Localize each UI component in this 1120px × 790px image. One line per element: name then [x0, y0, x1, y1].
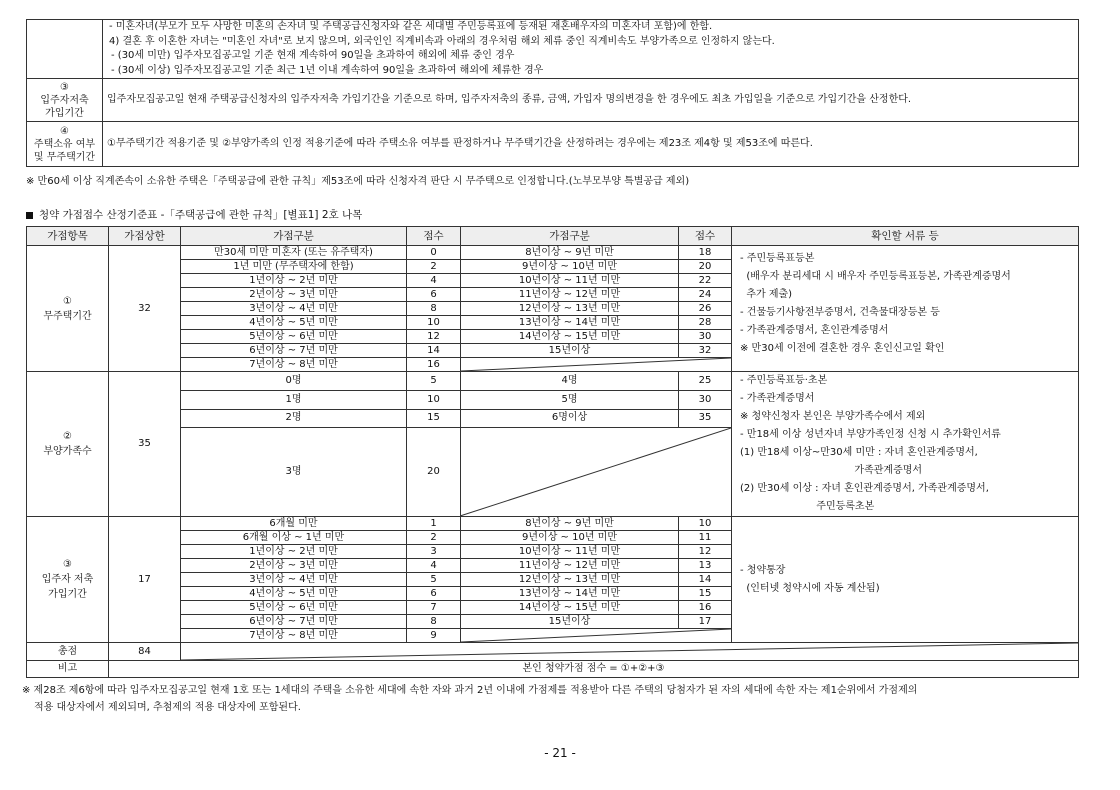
category-cell: 만30세 미만 미혼자 (또는 유주택자) — [181, 246, 407, 260]
table-row: ③ 입주자 저축 가입기간 17 6개월 미만 1 8년이상 ~ 9년 미만 10 - 청약통장 (인터넷 청약시에 자동 계산됨) — [27, 517, 1079, 531]
footnote: ※ 제28조 제6항에 따라 입주자모집공고일 현재 1호 또는 1세대의 주택을 소유한 세대에 속한 자와 과거 2년 이내에 가점제를 적용받아 다른 주택의 당첨자가 된 자의 세대에 속한 자는 제1순위에서 가점제의 적용 대상자에서 제외되며, 추첨제의 적용 대상자에 포함된다. — [22, 685, 918, 713]
table-row: 1명 10 5명 30 — [27, 390, 1079, 409]
header-points: 점수 — [679, 227, 732, 246]
empty-diagonal-cell — [461, 629, 732, 643]
item-label: 부양가족수 — [43, 446, 92, 457]
empty-diagonal-cell — [181, 643, 1079, 661]
score-criteria-table — [26, 226, 1079, 678]
table-row: 6년이상 ~ 7년 미만 8 15년이상 17 — [27, 615, 1079, 629]
table-row: 2년이상 ~ 3년 미만 4 11년이상 ~ 12년 미만 13 — [27, 559, 1079, 573]
table-row: 5년이상 ~ 6년 미만 12 14년이상 ~ 15년 미만 30 — [27, 330, 1079, 344]
header-cap: 가점상한 — [109, 227, 181, 246]
row-label: 및 무주택기간 — [33, 151, 96, 163]
item-label: 입주자 저축 — [41, 574, 94, 585]
remark-label: 비고 — [27, 661, 109, 678]
item-cap: 35 — [109, 372, 181, 517]
table-row: 4년이상 ~ 5년 미만 10 13년이상 ~ 14년 미만 28 — [27, 316, 1079, 330]
remark-value: 본인 청약가점 점수 = ①+②+③ — [109, 661, 1079, 678]
table-row: 1년이상 ~ 2년 미만 3 10년이상 ~ 11년 미만 12 — [27, 545, 1079, 559]
table-row: 7년이상 ~ 8년 미만 9 — [27, 629, 1079, 643]
row-number: ④ — [60, 125, 69, 137]
table-row: 7년이상 ~ 8년 미만 16 — [27, 358, 1079, 372]
item-label: 가입기간 — [48, 589, 87, 600]
table-row: 2명 15 6명이상 35 — [27, 409, 1079, 428]
total-row — [27, 643, 1079, 661]
row-label: 입주자저축 — [40, 94, 89, 106]
table-row: 5년이상 ~ 6년 미만 7 14년이상 ~ 15년 미만 16 — [27, 601, 1079, 615]
documents-cell: - 주민등록표등본 (배우자 분리세대 시 배우자 주민등록표등본, 가족관계증명서 추가 제출) - 건물등기사항전부증명서, 건축물대장등본 등 - 가족관계증명서, 혼인관계증명서 ※ 만30세 이전에 결혼한 경우 혼인신고일 확인 — [732, 246, 1079, 372]
row-dependents-continued — [27, 20, 1079, 79]
row-label: 주택소유 여부 — [33, 138, 96, 150]
documents-cell: - 청약통장 (인터넷 청약시에 자동 계산됨) — [732, 517, 1079, 643]
item-number: ② — [63, 431, 72, 442]
square-bullet-icon — [26, 212, 33, 219]
remark-row — [27, 661, 1079, 678]
table-row: 6개월 이상 ~ 1년 미만 2 9년이상 ~ 10년 미만 11 — [27, 531, 1079, 545]
points-cell: 18 — [679, 246, 732, 260]
total-value: 84 — [109, 643, 181, 661]
criteria-line: - 미혼자녀(부모가 모두 사망한 미혼의 손자녀 및 주택공급신청자와 같은 세대별 주민등록표에 등재된 재혼배우자의 미혼자녀 포함)에 한함. — [109, 21, 713, 32]
section-title: 청약 가점점수 산정기준표 -「주택공급에 관한 규칙」[별표1] 2호 나목 — [26, 207, 362, 222]
item-cap: 32 — [109, 246, 181, 372]
empty-diagonal-cell — [461, 428, 732, 517]
eligibility-criteria-table — [26, 19, 1079, 167]
table-row: 4년이상 ~ 5년 미만 6 13년이상 ~ 14년 미만 15 — [27, 587, 1079, 601]
category-cell: 8년이상 ~ 9년 미만 — [461, 246, 679, 260]
header-documents: 확인할 서류 등 — [732, 227, 1079, 246]
table-row — [27, 246, 1079, 260]
item-cap: 17 — [109, 517, 181, 643]
row-label: 가입기간 — [45, 107, 84, 119]
row-savings-period — [27, 79, 1079, 122]
row-number: ③ — [60, 81, 69, 93]
header-row — [27, 227, 1079, 246]
table-row: 3년이상 ~ 4년 미만 8 12년이상 ~ 13년 미만 26 — [27, 302, 1079, 316]
page-number: - 21 - — [544, 746, 576, 760]
criteria-line: 4) 결혼 후 이혼한 자녀는 "미혼인 자녀"로 보지 않으며, 외국인인 직계비속과 아래의 경우처럼 해외 체류 중인 직계비속도 부양가족으로 인정하지 않는다. — [109, 35, 775, 47]
total-label: 총점 — [27, 643, 109, 661]
empty-diagonal-cell — [461, 358, 732, 372]
header-points: 점수 — [407, 227, 461, 246]
header-category: 가점구분 — [181, 227, 407, 246]
table-row: 3년이상 ~ 4년 미만 5 12년이상 ~ 13년 미만 14 — [27, 573, 1079, 587]
header-category: 가점구분 — [461, 227, 679, 246]
table-row: 6년이상 ~ 7년 미만 14 15년이상 32 — [27, 344, 1079, 358]
item-number: ① — [63, 295, 72, 307]
table-row: 1년이상 ~ 2년 미만 4 10년이상 ~ 11년 미만 22 — [27, 274, 1079, 288]
row-text: 입주자모집공고일 현재 주택공급신청자의 입주자저축 가입기간을 기준으로 하며, 입주자저축의 종류, 금액, 가입자 명의변경을 한 경우에도 최초 가입일을 기준으로 가입기간을 산정한다. — [103, 79, 1079, 122]
row-text: ①무주택기간 적용기준 및 ②부양가족의 인정 적용기준에 따라 주택소유 여부를 판정하거나 무주택기간을 산정하려는 경우에는 제23조 제4항 및 제53조에 따른다. — [103, 122, 1079, 167]
points-cell: 0 — [407, 246, 461, 260]
documents-cell: - 주민등록표등·초본 - 가족관계증명서 ※ 청약신청자 본인은 부양가족수에서 제외 - 만18세 이상 성년자녀 부양가족인정 신청 시 추가확인서류 (1) 만18세 이상~만30세 미만 : 자녀 혼인관계증명서, 가족관계증명서 (2) 만30세 이상 : 자녀 혼인관계증명서, 가족관계증명서, 주민등록초본 — [732, 372, 1079, 517]
table-row: 2년이상 ~ 3년 미만 6 11년이상 ~ 12년 미만 24 — [27, 288, 1079, 302]
table-row: ② 부양가족수 35 0명 5 4명 25 - 주민등록표등·초본 - 가족관계증명서 ※ 청약신청자 본인은 부양가족수에서 제외 - 만18세 이상 성년자녀 부양가족인정 신청 시 추가확인서류 (1) 만18세 이상~만30세 미만 : 자녀 혼인관계증명서, 가족관계증명서 (2) 만30세 이상 : 자녀 혼인관계증명서, 가족관계증명서, 주민등록초본 — [27, 372, 1079, 391]
item-number: ③ — [63, 559, 72, 570]
criteria-line: - (30세 이상) 입주자모집공고일 기준 최근 1년 이내 계속하여 90일을 초과하여 해외에 체류한 경우 — [111, 64, 544, 76]
table-row: 3명 20 — [27, 428, 1079, 517]
header-item: 가점항목 — [27, 227, 109, 246]
table-row: 1년 미만 (무주택자에 한함) 2 9년이상 ~ 10년 미만 20 — [27, 260, 1079, 274]
row-home-ownership — [27, 122, 1079, 167]
criteria-line: - (30세 미만) 입주자모집공고일 기준 현재 계속하여 90일을 초과하여 해외에 체류 중인 경우 — [111, 50, 515, 61]
elderly-parent-note: ※ 만60세 이상 직계존속이 소유한 주택은「주택공급에 관한 규칙」제53조에 따라 신청자격 판단 시 무주택으로 인정합니다.(노부모부양 특별공급 제외) — [26, 176, 690, 187]
item-label: 무주택기간 — [43, 310, 92, 322]
